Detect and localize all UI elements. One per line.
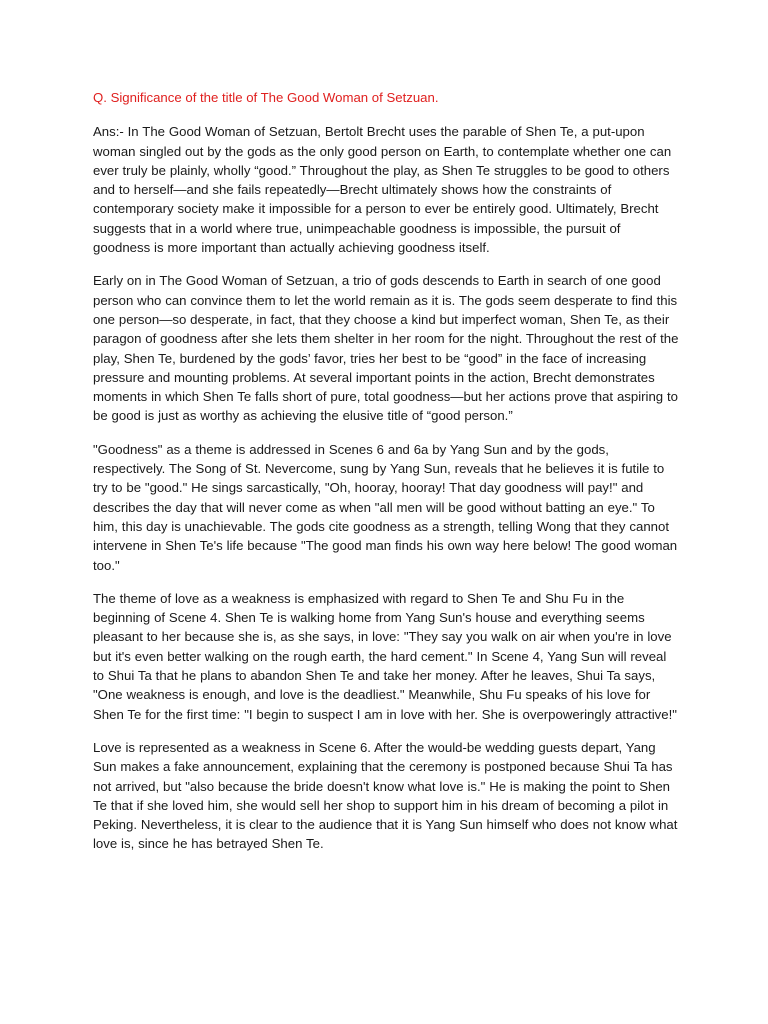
answer-paragraph-4: The theme of love as a weakness is emphasized with regard to Shen Te and Shu Fu in the beginning of Scene 4. Shen Te is walking home from Yang Sun's house and everything seems pleasant to her because she is, as she says, in love: "They say you walk on air when you're in love but it's even better walking on the rough earth, the hard cement." In Scene 4, Yang Sun will reveal to Shui Ta that he plans to abandon Shen Te and take her money. After he leaves, Shui Ta says, "One weakness is enough, and love is the deadliest." Meanwhile, Shu Fu speaks of his love for Shen Te for the first time: "I begin to suspect I am in love with her. She is overpoweringly attractive!" <box>93 590 677 722</box>
answer-paragraph-2: Early on in The Good Woman of Setzuan, a trio of gods descends to Earth in search of one good person who can convince them to let the world remain as it is. The gods seem desperate to find this one person—so desperate, in fact, that they choose a kind but imperfect woman, Shen Te, as their paragon of goodness after she lets them shelter in her room for the night. Throughout the rest of the play, Shen Te, burdened by the gods’ favor, tries her best to be “good” in the face of increasing pressure and mounting problems. At several important points in the action, Brecht demonstrates moments in which Shen Te falls short of pure, total goodness—but her actions prove that aspiring to be good is just as worthy as achieving the elusive title of “good person.” <box>93 273 679 424</box>
answer-paragraph-1: Ans:- In The Good Woman of Setzuan, Bertolt Brecht uses the parable of Shen Te, a put-upon woman singled out by the gods as the only good person on Earth, to contemplate whether one can ever truly be plainly, wholly “good.” Throughout the play, as Shen Te struggles to be good to others and to herself—and she fails repeatedly—Brecht ultimately shows how the constraints of contemporary society make it impossible for a person to ever be entirely good. Ultimately, Brecht suggests that in a world where true, unimpeachable goodness is impossible, the pursuit of goodness is more important than actually achieving goodness itself. <box>93 124 672 256</box>
answer-paragraph-5: Love is represented as a weakness in Scene 6. After the would-be wedding guests depart, Yang Sun makes a fake announcement, explaining that the ceremony is postponed because Shui Ta has not arrived, but "also because the bride doesn't know what love is." He is making the point to Shen Te that if she loved him, she would sell her shop to support him in his dream of becoming a pilot in Peking. Nevertheless, it is clear to the audience that it is Yang Sun himself who does not know what love is, since he has betrayed Shen Te. <box>93 739 678 852</box>
answer-paragraph-3: "Goodness" as a theme is addressed in Scenes 6 and 6a by Yang Sun and by the gods, respectively. The Song of St. Nevercome, sung by Yang Sun, reveals that he believes it is futile to try to be "good." He sings sarcastically, "Oh, hooray, hooray! That day goodness will pay!" and describes the day that will never come as when "all men will be good without batting an eye." To him, this day is unachievable. The gods cite goodness as a strength, telling Wong that they cannot intervene in Shen Te's life because "The good man finds his own way here below! The good woman too." <box>93 441 678 573</box>
document-page <box>93 88 681 868</box>
question-heading: Q. Significance of the title of The Good Woman of Setzuan. <box>93 90 439 105</box>
